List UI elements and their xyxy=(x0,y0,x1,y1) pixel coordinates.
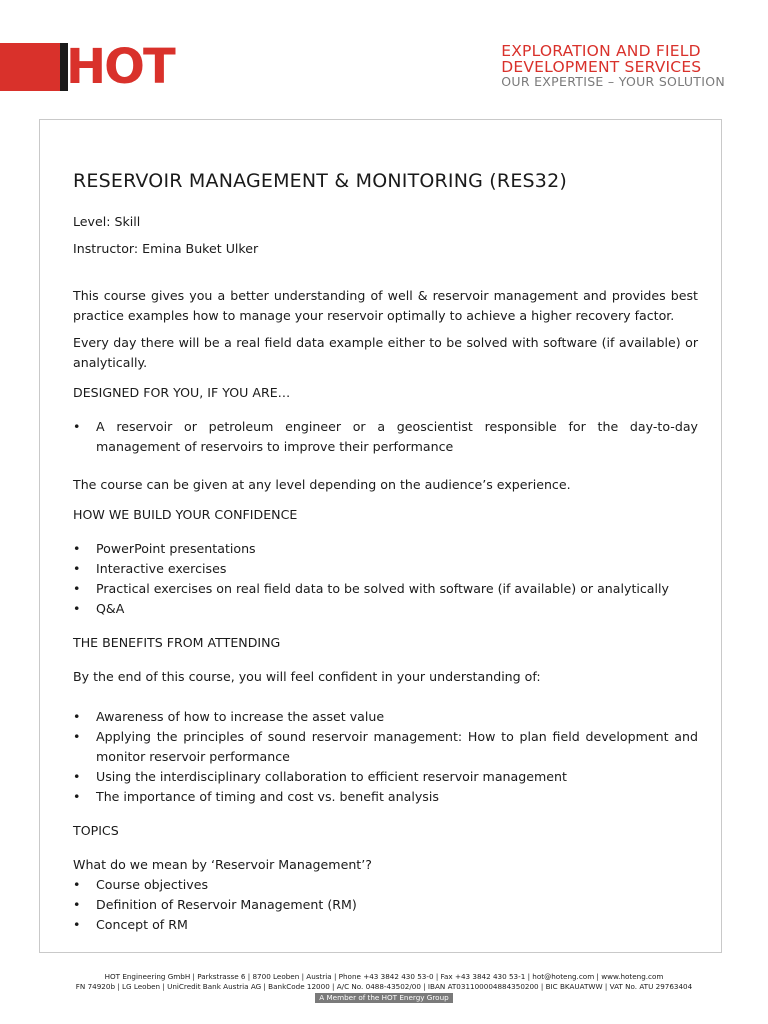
footer-line-1: HOT Engineering GmbH | Parkstrasse 6 | 8700 Leoben | Austria | Phone +43 3842 430 53-0 | Fax +43 3842 430 53-1 | hot@hoteng.com | www.hoteng.com xyxy=(104,972,664,981)
designed-heading: DESIGNED FOR YOU, IF YOU ARE… xyxy=(73,385,291,400)
header-tagline xyxy=(501,43,725,89)
benefits-heading: THE BENEFITS FROM ATTENDING xyxy=(73,635,281,650)
list-item: • Interactive exercises xyxy=(73,559,698,579)
intro-paragraph-1: This course gives you a better understanding of well & reservoir management and provides best practice examples how to manage your reservoir optimally to achieve a higher recovery factor. xyxy=(73,288,698,323)
tagline-line-2: DEVELOPMENT SERVICES xyxy=(501,58,702,76)
list-item: • PowerPoint presentations xyxy=(73,539,698,559)
tagline-line-1: EXPLORATION AND FIELD xyxy=(501,42,701,60)
confidence-list xyxy=(73,539,698,619)
document-body xyxy=(73,168,698,935)
logo-text: HOT xyxy=(66,39,174,95)
level-note: The course can be given at any level depending on the audience’s experience. xyxy=(73,477,571,492)
list-item: • Awareness of how to increase the asset value xyxy=(73,707,698,727)
group-badge: A Member of the HOT Energy Group xyxy=(315,993,452,1003)
list-item: • The importance of timing and cost vs. benefit analysis xyxy=(73,787,698,807)
company-logo xyxy=(0,39,184,95)
list-item: • Concept of RM xyxy=(73,915,698,935)
list-item: • Definition of Reservoir Management (RM) xyxy=(73,895,698,915)
benefits-intro: By the end of this course, you will feel confident in your understanding of: xyxy=(73,669,541,684)
page-footer xyxy=(0,972,768,1003)
course-level: Level: Skill xyxy=(73,214,141,229)
list-item: • Course objectives xyxy=(73,875,698,895)
footer-line-2: FN 74920b | LG Leoben | UniCredit Bank Austria AG | BankCode 12000 | A/C No. 0488-43502/00 | IBAN AT031100004884350200 | BIC BKAUATWW | VAT No. ATU 29763404 xyxy=(75,982,693,991)
designed-list xyxy=(73,417,698,457)
tagline-line-3: OUR EXPERTISE – YOUR SOLUTION xyxy=(501,74,725,89)
list-item: • Q&A xyxy=(73,599,698,619)
topic-title: What do we mean by ‘Reservoir Management’? xyxy=(73,857,372,872)
confidence-heading: HOW WE BUILD YOUR CONFIDENCE xyxy=(73,507,298,522)
list-item: • Applying the principles of sound reservoir management: How to plan field development and monitor reservoir performance xyxy=(73,727,698,767)
page-title: RESERVOIR MANAGEMENT & MONITORING (RES32) xyxy=(73,170,567,192)
benefits-list xyxy=(73,707,698,807)
logo-red-bar xyxy=(0,43,60,91)
course-instructor: Instructor: Emina Buket Ulker xyxy=(73,241,259,256)
topics-heading: TOPICS xyxy=(73,823,119,838)
intro-paragraph-2: Every day there will be a real field data example either to be solved with software (if available) or analytically. xyxy=(73,335,698,370)
topic-list xyxy=(73,875,698,935)
list-item: • Using the interdisciplinary collaboration to efficient reservoir management xyxy=(73,767,698,787)
list-item: • Practical exercises on real field data to be solved with software (if available) or analytically xyxy=(73,579,698,599)
list-item: • A reservoir or petroleum engineer or a geoscientist responsible for the day-to-day management of reservoirs to improve their performance xyxy=(73,417,698,457)
